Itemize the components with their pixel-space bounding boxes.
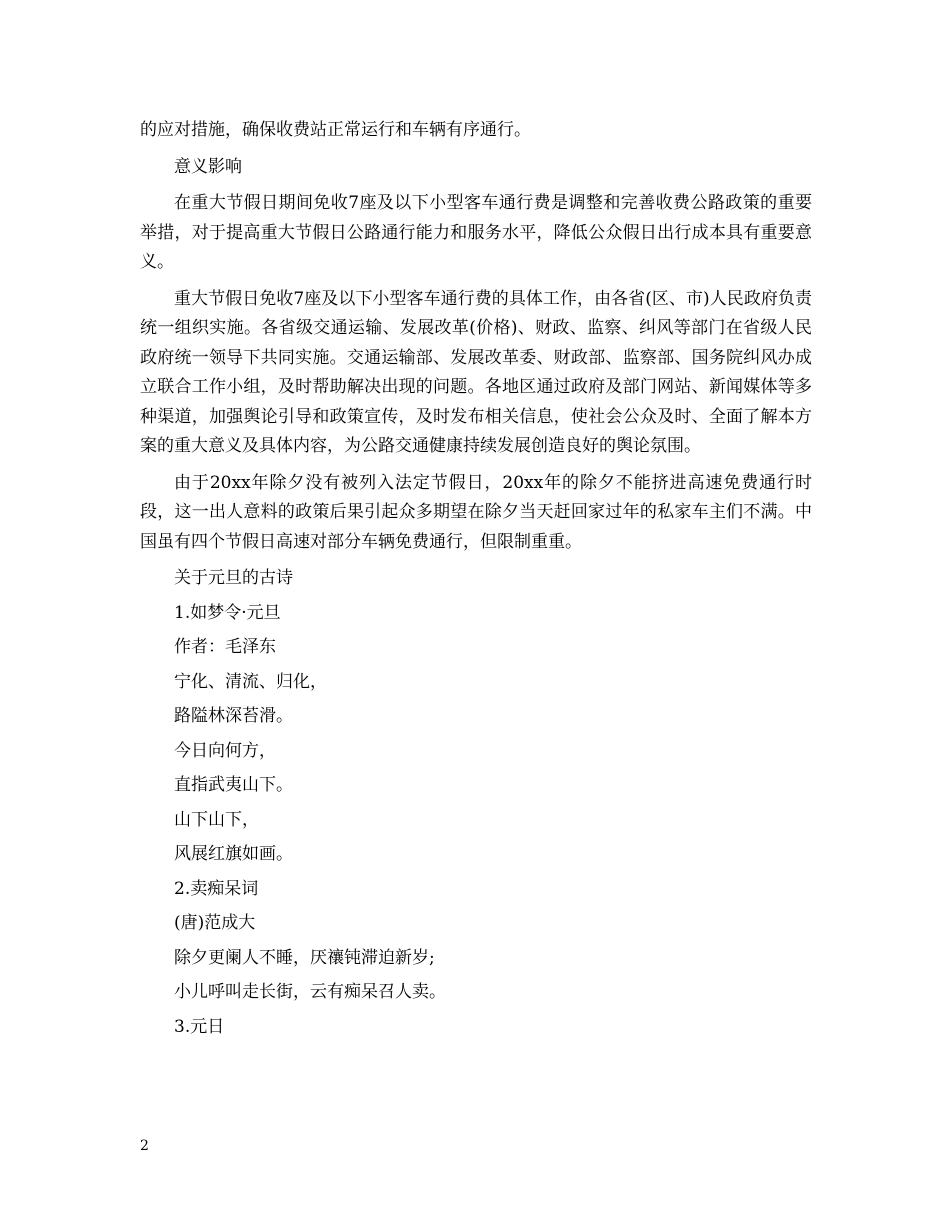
paragraph-continuation: 的应对措施，确保收费站正常运行和车辆有序通行。 [140, 120, 531, 140]
poem-line: 风展红旗如画。 [174, 844, 293, 864]
poem-author: 作者：毛泽东 [174, 637, 276, 657]
poem-line: 路隘林深苔滑。 [174, 706, 293, 726]
poem-line: 宁化、清流、归化， [174, 671, 327, 692]
poem-title: 2.卖痴呆词 [174, 878, 259, 899]
poem-author: (唐)范成大 [174, 913, 256, 933]
paragraph-new-year-eve: 由于20xx年除夕没有被列入法定节假日，20xx年的除夕不能挤进高速免费通行时段，这一出人意料的政策后果引起众多期望在除夕当天赶回家过年的私家车主们不满。中国虽有四个节假日高速对部分车辆免费通行，但限制重重。 [140, 472, 812, 552]
page-number: 2 [140, 1138, 149, 1154]
poem-title: 1.如梦令·元旦 [174, 602, 281, 623]
poem-line: 今日向何方， [174, 740, 276, 761]
poem-line: 小儿呼叫走长街，云有痴呆召人卖。 [174, 982, 446, 1002]
paragraph-significance: 在重大节假日期间免收7座及以下小型客车通行费是调整和完善收费公路政策的重要举措，对于提高重大节假日公路通行能力和服务水平，降低公众假日出行成本具有重要意义。 [140, 193, 812, 272]
poem-line: 直指武夷山下。 [174, 775, 293, 795]
poem-section [140, 564, 812, 1047]
section-heading-poems: 关于元旦的古诗 [174, 568, 293, 588]
document-body [140, 116, 812, 1047]
poem-line: 山下山下， [174, 809, 259, 830]
poem-title: 3.元日 [174, 1016, 225, 1037]
poem-line: 除夕更阑人不睡，厌禳钝滞迫新岁; [174, 947, 435, 968]
paragraph-implementation: 重大节假日免收7座及以下小型客车通行费的具体工作，由各省(区、市)人民政府负责统一组织实施。各省级交通运输、发展改革(价格)、财政、监察、纠风等部门在省级人民政府统一领导下共同实施。交通运输部、发展改革委、财政部、监察部、国务院纠风办成立联合工作小组，及时帮助解决出现的问题。各地区通过政府及部门网站、新闻媒体等多种渠道，加强舆论引导和政策宣传，及时发布相关信息，使社会公众及时、全面了解本方案的重大意义及具体内容，为公路交通健康持续发展创造良好的舆论氛围。 [140, 288, 812, 456]
section-heading-significance: 意义影响 [174, 156, 242, 177]
